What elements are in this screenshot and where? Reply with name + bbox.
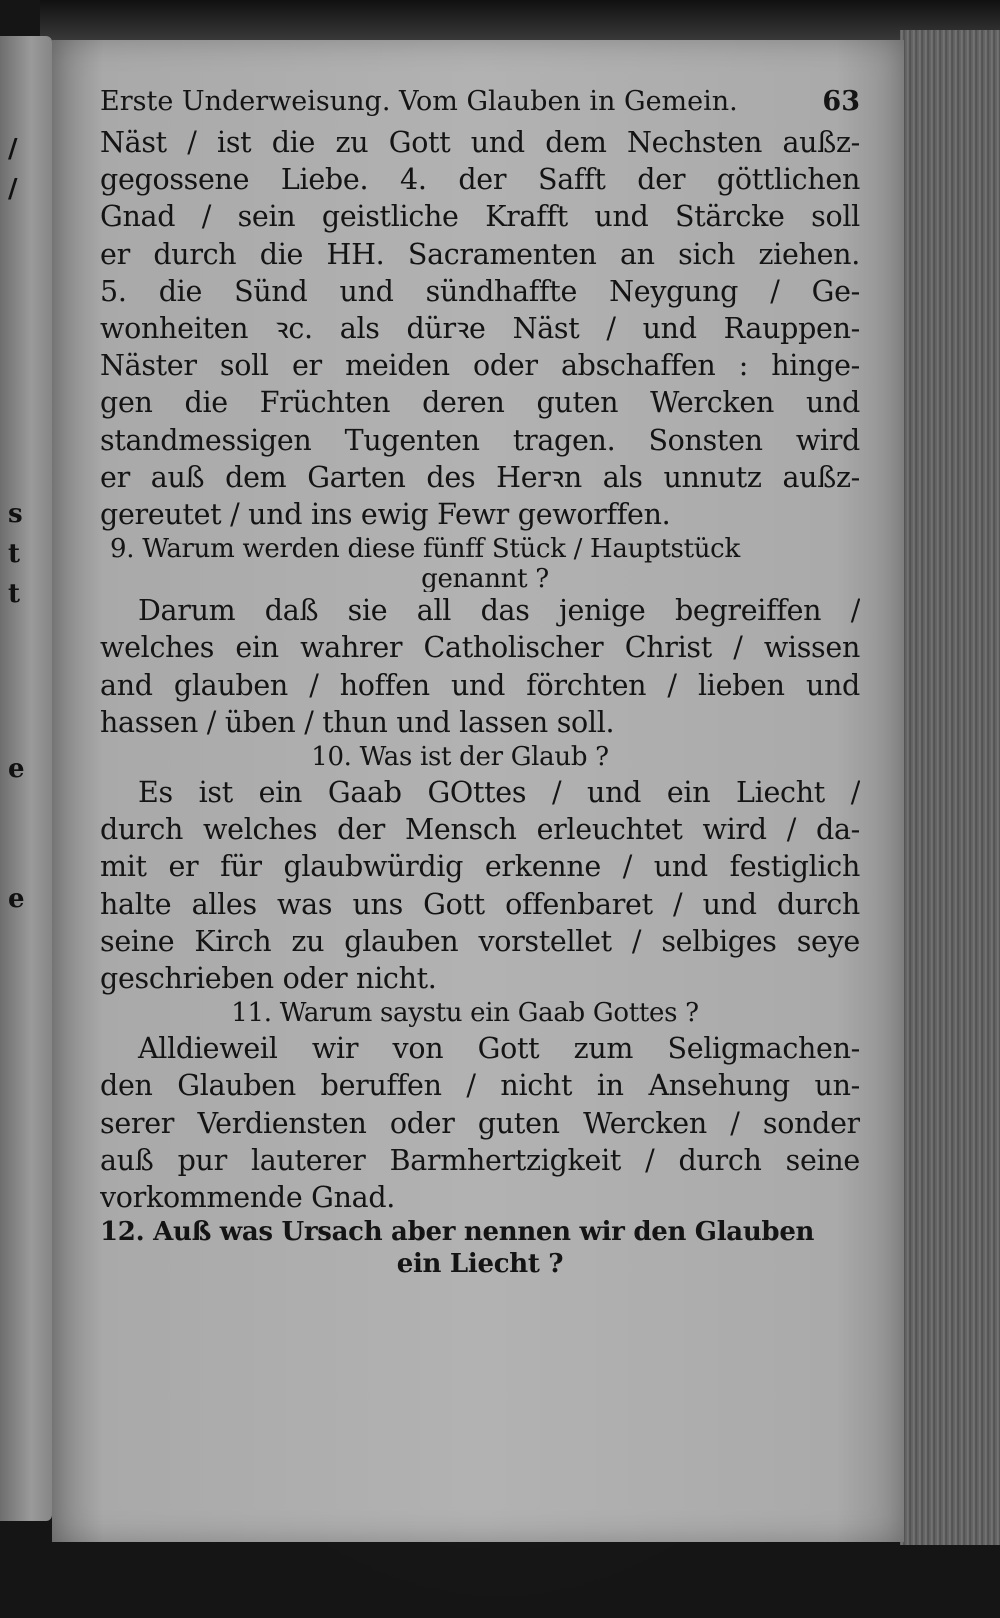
page-number: 63 [822, 86, 860, 117]
question-text: Was ist der Glaub ? [359, 742, 609, 773]
question-number: 11. [231, 998, 272, 1029]
text-line: geschrieben oder nicht. [100, 962, 437, 996]
page-text [100, 82, 860, 1279]
text-line: gegossene Liebe. 4. der Safft der göttlichen [100, 163, 860, 197]
text-line: and glauben / hoffen und förchten / lieben und [100, 668, 860, 702]
text-line: Darum daß sie all das jenige begreiffen / [138, 594, 860, 628]
text-line: hassen / üben / thun und lassen soll. [100, 705, 615, 739]
facing-page-mark: e [8, 884, 25, 914]
text-line: Es ist ein Gaab GOttes / und ein Liecht / [138, 776, 860, 810]
question-number: 9. [110, 534, 135, 565]
text-line: er auß dem Garten des Herꝛn als unnutz außz- [100, 460, 860, 494]
text-line: gen die Früchten deren guten Wercken und [100, 386, 860, 420]
running-header [100, 82, 860, 122]
question-text: Auß was Ursach aber nennen wir den Glauben [153, 1217, 815, 1248]
question-9 [110, 533, 860, 592]
text-line: vorkommende Gnad. [100, 1181, 396, 1215]
facing-page-mark: / [8, 134, 18, 164]
question-12 [100, 1216, 860, 1279]
text-line: gereutet / und ins ewig Fewr geworffen. [100, 498, 671, 532]
paragraph-continuation [100, 124, 860, 533]
text-line: 5. die Sünd und sündhaffte Neygung / Ge- [100, 274, 860, 308]
facing-page-mark: t [8, 579, 21, 609]
question-text: Warum saystu ein Gaab Gottes ? [279, 998, 699, 1029]
answer-9 [100, 592, 860, 741]
question-number: 10. [311, 742, 352, 773]
text-line: wonheiten ꝛc. als dürꝛe Näst / und Rauppen- [100, 312, 860, 346]
facing-page-mark: s [8, 499, 23, 529]
text-line: durch welches der Mensch erleuchtet wird / da- [100, 813, 860, 847]
question-text: Warum werden diese fünff Stück / Hauptstück [142, 534, 740, 565]
text-line: auß pur lauterer Barmhertzigkeit / durch seine [100, 1143, 860, 1177]
text-line: Näster soll er meiden oder abschaffen : hinge- [100, 349, 860, 383]
facing-page-mark: / [8, 174, 18, 204]
question-line: ein Liecht ? [396, 1249, 564, 1280]
question-line [100, 1216, 860, 1249]
text-line: Alldieweil wir von Gott zum Seligmachen- [138, 1032, 860, 1066]
question-number: 12. [100, 1217, 145, 1248]
page-block-edges [900, 30, 1000, 1545]
book-page [52, 40, 904, 1542]
text-line: Näst / ist die zu Gott und dem Nechsten außz- [100, 126, 860, 159]
text-line: serer Verdiensten oder guten Wercken / sonder [100, 1106, 860, 1140]
text-line: welches ein wahrer Catholischer Christ / wissen [100, 631, 860, 665]
question-11 [100, 997, 860, 1030]
question-line [110, 533, 860, 566]
text-line: Gnad / sein geistliche Krafft und Stärcke soll [100, 200, 860, 234]
answer-10 [100, 774, 860, 997]
question-line: genannt ? [421, 566, 549, 593]
facing-page-edge [0, 36, 52, 1521]
facing-page-mark: t [8, 539, 21, 569]
text-line: den Glauben beruffen / nicht in Ansehung un- [100, 1069, 860, 1103]
text-line: halte alles was uns Gott offenbaret / und durch [100, 887, 860, 921]
text-line: er durch die HH. Sacramenten an sich ziehen. [100, 237, 860, 271]
book-top-edge [40, 0, 1000, 42]
text-line: mit er für glaubwürdig erkenne / und festiglich [100, 850, 860, 884]
answer-11 [100, 1030, 860, 1216]
question-10 [100, 741, 860, 774]
text-line: seine Kirch zu glauben vorstellet / selbiges seye [100, 924, 860, 958]
running-title: Erste Underweisung. Vom Glauben in Gemein. [100, 86, 738, 117]
text-line: standmessigen Tugenten tragen. Sonsten wird [100, 423, 860, 457]
facing-page-mark: e [8, 754, 25, 784]
